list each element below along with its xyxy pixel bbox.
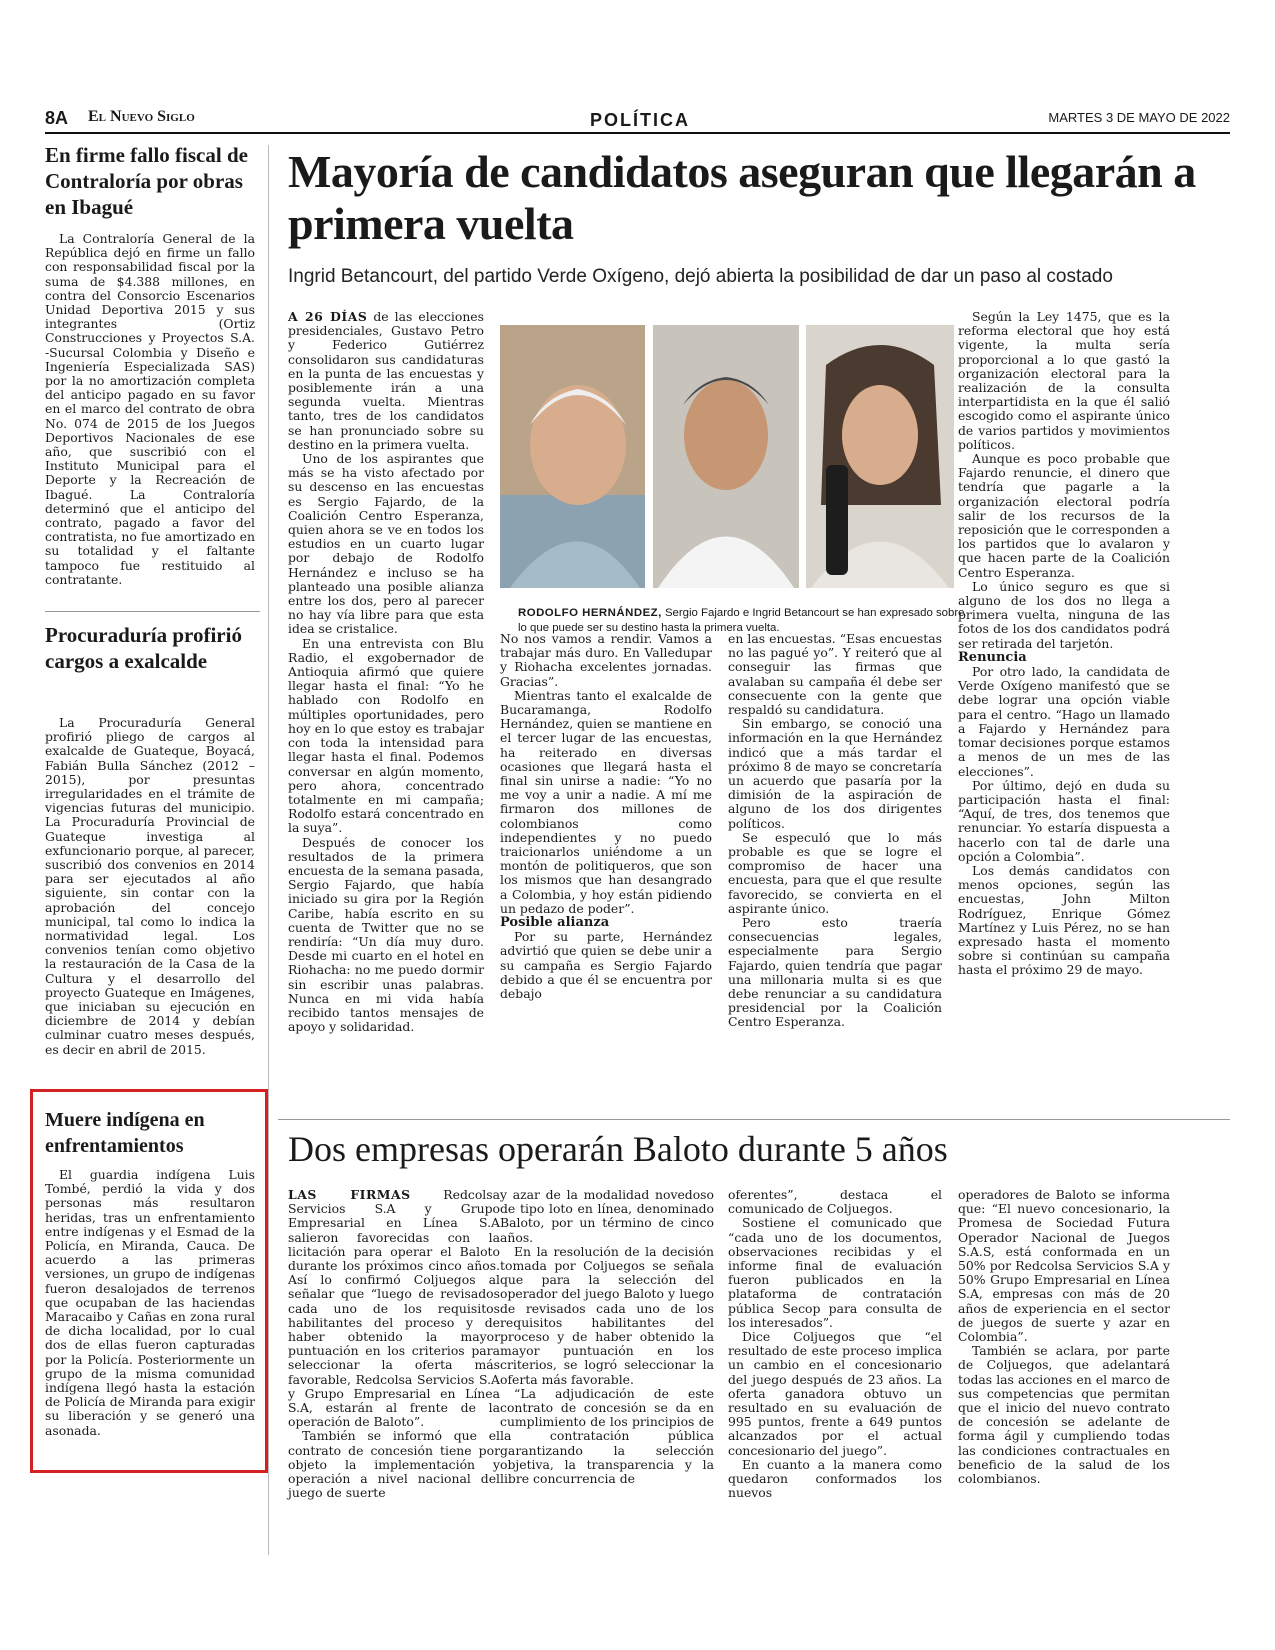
photo-rodolfo-hernandez — [500, 325, 645, 588]
paragraph: Después de conocer los resultados de la primera encuesta de la semana pasada, Sergio Fajardo, que había iniciado su gira por la Región Caribe, había escrito en su cuenta de Twitter que no se rendiría: “Un día muy duro. Desde mi cuarto en el hotel en Riohacha: no me puedo dormir sin escribir unas palabras. Nunca en mi vida había recibido tantos mensajes de apoyo y solidaridad. — [288, 834, 484, 1035]
paragraph: Según la Ley 1475, que es la reforma electoral que hoy está vigente, la multa sería proporcional a lo que gastó la organización electoral para la realización de la consulta interpartidista en la que él salió escogido como el aspirante único de varios partidos y movimientos políticos. — [958, 309, 1170, 452]
paragraph: Aunque es poco probable que Fajardo renuncie, el dinero que tendría que pagarle a la organización electoral podría salir de los recursos de la reposición que le corresponden a los partidos que lo avalaron y que hacen parte de la Coalición Centro Esperanza. — [958, 451, 1170, 580]
lead-words: A 26 DÍAS — [288, 309, 368, 324]
paragraph: Los demás candidatos con menos opciones, según las encuestas, John Milton Rodríguez, Enrique Gómez Martínez y Luis Pérez, no se han expresado hasta el momento sobre si continúan su campaña hasta el próximo 29 de mayo. — [958, 862, 1170, 978]
column-divider — [268, 145, 269, 1555]
paragraph: “La adjudicación de este contrato de concesión se da en cumplimiento de los principios de la contratación pública garantizando la selección objetiva, la transparencia y la libre concurrencia de — [500, 1385, 714, 1487]
paragraph: En cuanto a la manera como quedaron conformados los nuevos — [728, 1456, 942, 1501]
paragraph: Pero esto traería consecuencias legales, especialmente para Sergio Fajardo, quien tendría que pagar una millonaria multa si es que debe renunciar a su candidatura presidencial por la Coalición Centro Esperanza. — [728, 915, 942, 1030]
lead-words: LAS FIRMAS — [288, 1187, 411, 1202]
sidebar-headline-contraloria: En firme fallo fiscal de Contraloría por obras en Ibagué — [45, 143, 248, 219]
paragraph: Sostiene el comunicado que “cada uno de los documentos, observaciones recibidas y el informe final de evaluación fueron publicados en la plataforma de contratación pública Secop para consulta de los interesados”. — [728, 1215, 942, 1330]
issue-date: MARTES 3 DE MAYO DE 2022 — [1048, 110, 1230, 125]
paragraph: Se especuló que lo más probable es que se logre el compromiso de hacer una encuesta, para que el que resulte favorecido, se convierta en el aspirante único. — [728, 829, 942, 916]
sidebar-article-contraloria — [45, 232, 255, 587]
newspaper-name: El Nuevo Siglo — [88, 108, 195, 125]
photo-ingrid-betancourt — [806, 325, 954, 588]
story-divider — [278, 1119, 1230, 1120]
paragraph: Uno de los aspirantes que más se ha visto afectado por su descenso en las encuestas es Sergio Fajardo, de la Coalición Centro Esperanza, quien ahora se ve en todos los estudios en un cuarto lugar por debajo de Rodolfo Hernández e incluso se ha planteado una posible alianza entre los dos, pero al parecer no hay vía libre para que esta idea se cristalice. — [288, 451, 484, 637]
main-column-4 — [958, 310, 1170, 978]
paragraph: Sin embargo, se conoció una información en la que Hernández indicó que a más tardar el próximo 8 de mayo se concretaría un acuerdo que pasaría por la dimisión de la aspiración de alguno de los dos dirigentes políticos. — [728, 716, 942, 831]
subhead-posible-alianza: Posible alianza — [500, 915, 610, 931]
subhead-renuncia: Renuncia — [958, 649, 1027, 665]
paragraph: oferentes”, destaca el comunicado de Coljuegos. — [728, 1187, 942, 1217]
paragraph-text: de las elecciones presidenciales, Gustavo Petro y Federico Gutiérrez consolidaron sus candidaturas en la punta de las encuestas y posiblemente irán a una segunda vuelta. Mientras tanto, tres de los candidatos se han pronunciado sobre su destino en la primera vuelta. — [288, 309, 484, 452]
paragraph: Por otro lado, la candidata de Verde Oxígeno manifestó que se debe lograr una opción viable para el centro. “Hago un llamado a Fajardo y Hernández para tomar decisiones porque estamos a menos de un mes de las elecciones”. — [958, 664, 1170, 779]
paragraph — [288, 310, 484, 452]
paragraph: Lo único seguro es que si alguno de los dos no llega a primera vuelta, ninguna de las fotos de los dos candidatos podrá ser retirada del tarjetón. — [958, 578, 1170, 651]
main-subheadline: Ingrid Betancourt, del partido Verde Oxígeno, dejó abierta la posibilidad de dar un paso al costado — [288, 266, 1113, 287]
page-number: 8A — [45, 108, 69, 128]
second-column-3 — [728, 1188, 942, 1500]
second-column-4 — [958, 1188, 1170, 1486]
paragraph: Por su parte, Hernández advirtió que quien se debe unir a su campaña es Sergio Fajardo debido a que él se encuentra por debajo — [500, 929, 712, 1002]
paragraph: También se informó que el contrato de concesión tiene por objeto la implementación y operación a nivel nacional del juego de suerte — [288, 1428, 500, 1501]
caption-name: RODOLFO HERNÁNDEZ, — [518, 607, 662, 619]
caption-text: Sergio Fajardo e Ingrid Betancourt se han expresado sobre lo que puede ser su destino hasta la primera vuelta. — [518, 607, 965, 634]
paragraph: El guardia indígena Luis Tombé, perdió la vida y dos personas más resultaron heridas, tras un enfrentamiento entre indígenas y el Esmad de la Policía, en Miranda, Cauca. De acuerdo a las primeras versiones, un grupo de indígenas fueron desalojados de terrenos que ocupaban de las haciendas Maracaibo y Cañas en zona rural de dicha localidad, por lo cual dos de ellas fueron capturadas por la Policía. Posteriormente un grupo de la misma comunidad indígena llegó hasta la estación de Policía de Miranda para exigir su liberación y se generó una asonada. — [45, 1167, 255, 1438]
sidebar-article-procuraduria — [45, 716, 255, 1057]
second-column-2 — [500, 1188, 714, 1486]
section-title: POLÍTICA — [590, 110, 690, 130]
paragraph: En una entrevista con Blu Radio, el exgobernador de Antioquia afirmó que quiere llegar hasta el final: “Yo he hablado con Rodolfo en múltiples oportunidades, pero hoy en lo que estoy es trabajar con toda la intensidad para llegar hasta el final. Podemos conversar en algún momento, pero ahora, concentrado totalmente en mi campaña; Rodolfo estará concentrado en la suya”. — [288, 635, 484, 836]
paragraph: La Contraloría General de la República dejó en firme un fallo con responsabilidad fiscal por la suma de $4.388 millones, en contra del Consorcio Escenarios Unidad Deportiva 2015 y sus integrantes (Ortiz Construcciones y Proyectos S.A. -Sucursal Colombia y Diseño e Ingeniería Especializada SAS) por la no amortización completa del anticipo pagado en su favor en el marco del contrato de obra No. 074 de 2015 de los Juegos Deportivos Nacionales de ese año, que suscribió con el Instituto Municipal para el Deporte y la Recreación de Ibagué. La Contraloría determinó que el anticipo del contrato, pagado a favor del contratista, no fue amortizado en su totalidad y el faltante tampoco fue restituido al contratante. — [45, 231, 255, 587]
main-column-2 — [500, 632, 712, 1001]
photo-sergio-fajardo — [653, 325, 799, 588]
main-column-1 — [288, 310, 484, 1034]
sidebar-headline-indigena: Muere indígena en enfrentamientos — [45, 1109, 205, 1157]
sidebar-headline-procuraduria: Procuraduría profirió cargos a exalcalde — [45, 623, 242, 673]
sidebar-divider — [45, 611, 260, 612]
main-headline: Mayoría de candidatos aseguran que llegarán a primera vuelta — [288, 146, 1196, 249]
second-column-1 — [288, 1188, 500, 1500]
paragraph: en las encuestas. “Esas encuestas no las pagué yo”. Y reiteró que al conseguir las firmas que avalaban su campaña él debe ser consecuente con la gente que respaldó su candidatura. — [728, 631, 942, 718]
paragraph: No nos vamos a rendir. Vamos a trabajar más duro. En Valledupar y Riohacha excelentes jornadas. Gracias”. — [500, 631, 712, 689]
paragraph-text: Redcolsa Servicios S.A y Grupo Empresarial en Línea S.A salieron favorecidas con la licitación para operar el Baloto durante los próximos cinco años. Así lo confirmó Coljuegos al señalar que “luego de revisados cada uno de los requisitos habilitantes del proceso y de haber obtenido la mayor puntuación en los criterios para seleccionar la oferta más favorable, Redcolsa Servicios S.A y Grupo Empresarial en Línea S.A, estarán al frente de la operación de Baloto”. — [288, 1187, 500, 1430]
main-column-3 — [728, 632, 942, 1030]
paragraph: En la resolución de la decisión tomada por Coljuegos se señala que para la selección del operador del juego Baloto y luego de revisados cada uno de los requisitos habilitantes del proceso y de haber obtenido la mayor puntuación en los criterios, se logró seleccionar la oferta más favorable. — [500, 1243, 714, 1387]
second-headline: Dos empresas operarán Baloto durante 5 años — [288, 1129, 948, 1169]
paragraph: operadores de Baloto se informa que: “El nuevo concesionario, la Promesa de Sociedad Futura Operador Nacional de Juegos S.A.S, está conformada en un 50% por Redcolsa Servicios S.A y 50% Grupo Empresarial en Línea S.A, empresas con más de 20 años de experiencia en el sector de juegos de suerte y azar en Colombia”. — [958, 1187, 1170, 1345]
paragraph: Mientras tanto el exalcalde de Bucaramanga, Rodolfo Hernández, quien se mantiene en el tercer lugar de las encuestas, ha reiterado en diversas ocasiones que llegará hasta el final sin unirse a nadie: “Yo no me voy a unir a nadie. A mí me firmaron dos millones de colombianos como independientes y no puedo traicionarlos uniéndome a un montón de politiqueros, que son los mismos que han desangrado a Colombia, y hoy están pidiendo un pedazo de poder”. — [500, 687, 712, 916]
paragraph: Dice Coljuegos que “el resultado de este proceso implica un cambio en el concesionario del juego después de 23 años. La oferta ganadora obtuvo un resultado en su evaluación de 995 puntos, frente a 649 puntos alcanzados por el actual concesionario del juego”. — [728, 1329, 942, 1458]
paragraph: La Procuraduría General profirió pliego de cargos al exalcalde de Guateque, Boyacá, Fabián Bulla Sánchez (2012 – 2015), por presuntas irregularidades en el trámite de vigencias futuras del municipio. La Procuraduría Provincial de Guateque investiga al exfuncionario porque, al parecer, suscribió dos convenios en 2014 para ser ejecutados al año siguiente, sin contar con la aprobación del concejo municipal, tal como lo indica la normatividad legal. Los convenios tenían como objetivo la restauración de la Casa de la Cultura y el desarrollo del proyecto Guateque en Imágenes, que iniciaban su ejecución en diciembre de 2014 y debían culminar cuatro meses después, es decir en abril de 2015. — [45, 715, 255, 1057]
paragraph: y azar de la modalidad novedoso de tipo loto en línea, denominado Baloto, por un término de cinco años. — [500, 1187, 714, 1245]
paragraph: También se aclara, por parte de Coljuegos, que adelantará todas las acciones en el marco de sus competencias que permitan que el inicio del nuevo contrato de concesión se adelante de forma ágil y cumpliendo todas las condiciones contractuales en beneficio de la salud de los colombianos. — [958, 1343, 1170, 1487]
paragraph: Por último, dejó en duda su participación hasta el final: “Aquí, de tres, dos tenemos que renunciar. Yo estaría dispuesta a hacerlo con tal de darle una opción a Colombia”. — [958, 777, 1170, 864]
header-rule — [45, 132, 1230, 134]
paragraph — [288, 1188, 500, 1429]
sidebar-article-indigena — [45, 1168, 255, 1438]
